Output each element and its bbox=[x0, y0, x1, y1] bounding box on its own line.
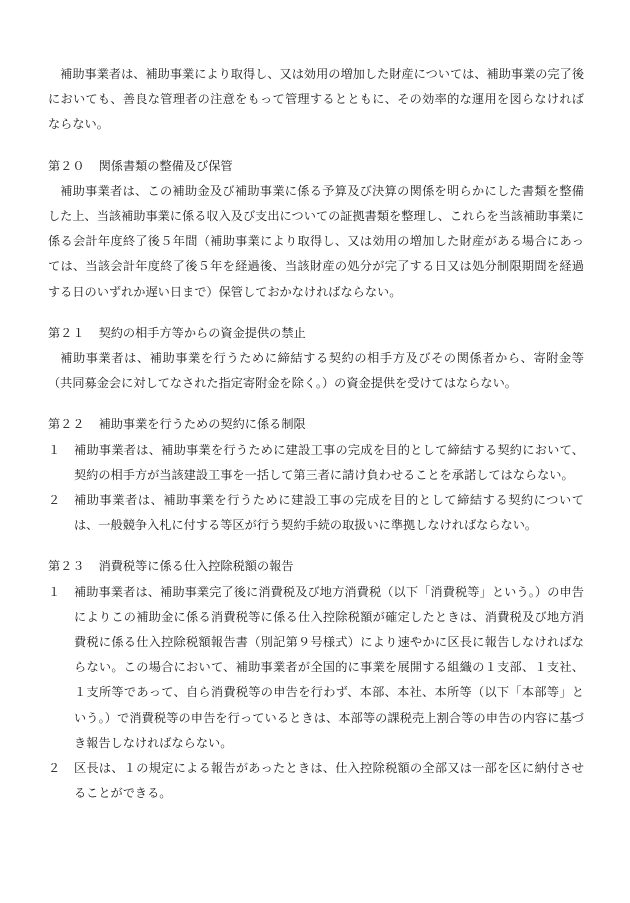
list-item bbox=[48, 756, 584, 806]
section-title: 補助事業を行うための契約に係る制限 bbox=[98, 417, 306, 432]
item-text: 補助事業者は、補助事業を行うために建設工事の完成を目的として締結する契約において、契約の相手方が当該建設工事を一括して第三者に請け負わせることを承諾してはならない。 bbox=[74, 442, 584, 482]
section-heading bbox=[48, 554, 584, 579]
document-page bbox=[48, 62, 584, 806]
item-number: １ bbox=[48, 442, 61, 457]
section-23 bbox=[48, 554, 584, 806]
item-text: 補助事業者は、補助事業を行うために建設工事の完成を目的として締結する契約については、一般競争入札に付する等区が行う契約手続の取扱いに準拠しなければならない。 bbox=[74, 493, 584, 533]
section-22 bbox=[48, 412, 584, 538]
intro-paragraph: 補助事業者は、補助事業により取得し、又は効用の増加した財産については、補助事業の完了後においても、善良な管理者の注意をもって管理するとともに、その効率的な運用を図らなければならない。 bbox=[48, 67, 585, 132]
section-number: 第２３ bbox=[48, 559, 85, 574]
section-heading bbox=[48, 321, 584, 346]
item-number: １ bbox=[48, 584, 61, 599]
section-number: 第２２ bbox=[48, 417, 85, 432]
list-item bbox=[48, 488, 584, 538]
section-title: 消費税等に係る仕入控除税額の報告 bbox=[98, 559, 294, 574]
section-number: 第２１ bbox=[48, 325, 85, 340]
section-20 bbox=[48, 154, 584, 305]
section-title: 契約の相手方等からの資金提供の禁止 bbox=[98, 325, 306, 340]
section-body: 補助事業者は、補助事業を行うために締結する契約の相手方及びその関係者から、寄附金等（共同募金会に対してなされた指定寄附金を除く。）の資金提供を受けてはならない。 bbox=[48, 351, 584, 391]
section-heading bbox=[48, 412, 584, 437]
list-item bbox=[48, 438, 584, 488]
list-item bbox=[48, 580, 584, 756]
section-title: 関係書類の整備及び保管 bbox=[98, 158, 233, 173]
item-number: ２ bbox=[48, 761, 61, 776]
section-body: 補助事業者は、この補助金及び補助事業に係る予算及び決算の関係を明らかにした書類を整備した上、当該補助事業に係る収入及び支出についての証拠書類を整理し、これらを当該補助事業に係る会計年度終了後５年間（補助事業により取得し、又は効用の増加した財産がある場合にあっては、当該会計年度終了後５年を経過後、当該財産の処分が完了する日又は処分制限期間を経過する日のいずれか遅い日まで）保管しておかなければならない。 bbox=[48, 183, 585, 299]
section-heading bbox=[48, 154, 584, 179]
section-number: 第２０ bbox=[48, 158, 85, 173]
item-text: 補助事業者は、補助事業完了後に消費税及び地方消費税（以下「消費税等」という。）の申告によりこの補助金に係る消費税等に係る仕入控除税額が確定したときは、消費税及び地方消費税に係る仕入控除税額報告書（別記第９号様式）により速やかに区長に報告しなければならない。この場合において、補助事業者が全国的に事業を展開する組織の１支部、１支社、１支所等であって、自ら消費税等の申告を行わず、本部、本社、本所等（以下「本部等」という。）で消費税等の申告を行っているときは、本部等の課税売上割合等の申告の内容に基づき報告しなければならない。 bbox=[74, 584, 584, 750]
section-21 bbox=[48, 321, 584, 397]
item-number: ２ bbox=[48, 493, 61, 508]
item-text: 区長は、１の規定による報告があったときは、仕入控除税額の全部又は一部を区に納付させることができる。 bbox=[74, 761, 584, 801]
